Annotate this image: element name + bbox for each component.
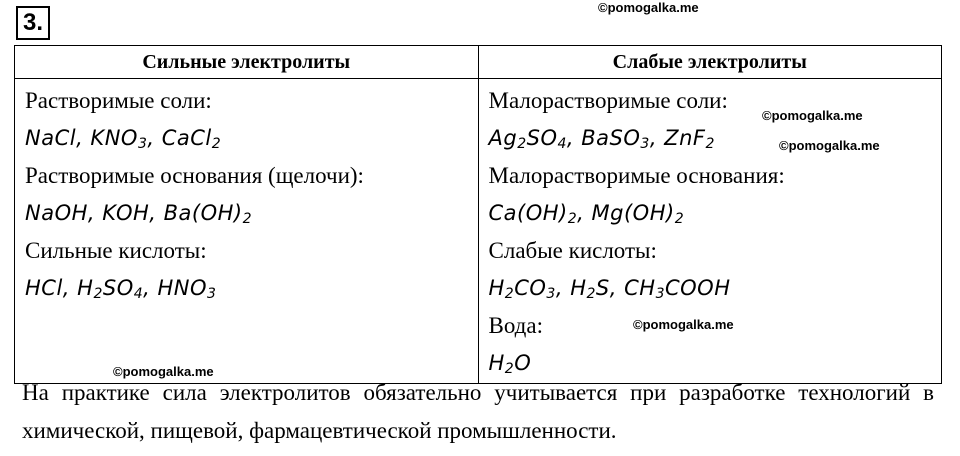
electrolytes-table — [14, 45, 942, 384]
watermark: ©pomogalka.me — [633, 317, 734, 332]
watermark: ©pomogalka.me — [598, 0, 699, 15]
category-label: Слабые кислоты: — [488, 238, 657, 263]
weak-cell — [478, 79, 942, 384]
strong-cell — [15, 79, 479, 384]
category-label: Малорастворимые соли: — [488, 88, 728, 113]
watermark: ©pomogalka.me — [113, 364, 214, 379]
category-label: Малорастворимые основания: — [488, 163, 785, 188]
category-label: Сильные кислоты: — [25, 238, 207, 263]
formula-weak-acids: $H_2CO_3$, $H_2S$, $CH_3COOH$ — [488, 276, 731, 302]
category-label: Вода: — [488, 313, 543, 338]
watermark: ©pomogalka.me — [779, 138, 880, 153]
formula-soluble-salts: NaCl, $KNO_3$, CaCl$_2$ — [25, 126, 222, 152]
category-label: Растворимые основания (щелочи): — [25, 163, 364, 188]
header-strong: Сильные электролиты — [15, 46, 479, 79]
paragraph-text: На практике сила электролитов обязательно учитывается при разработке технологий в химической, пищевой, фармацевтической промышленности. — [22, 380, 934, 443]
formula-alkalis: NaOH, KOH, $Ba(OH)_2$ — [25, 201, 253, 227]
formula-strong-acids: HCl, $H_2SO_4$, $HNO_3$ — [25, 276, 217, 302]
formula-water: $H_2O$ — [488, 351, 532, 377]
watermark: ©pomogalka.me — [762, 108, 863, 123]
formula-poorly-soluble-bases: $Ca(OH)_2$, $Mg(OH)_2$ — [488, 201, 685, 227]
header-weak: Слабые электролиты — [478, 46, 942, 79]
category-label: Растворимые соли: — [25, 88, 212, 113]
task-number: 3. — [16, 6, 50, 40]
formula-poorly-soluble-salts: $Ag_2SO_4$, BaSO$_3$, ZnF$_2$ — [488, 126, 715, 152]
